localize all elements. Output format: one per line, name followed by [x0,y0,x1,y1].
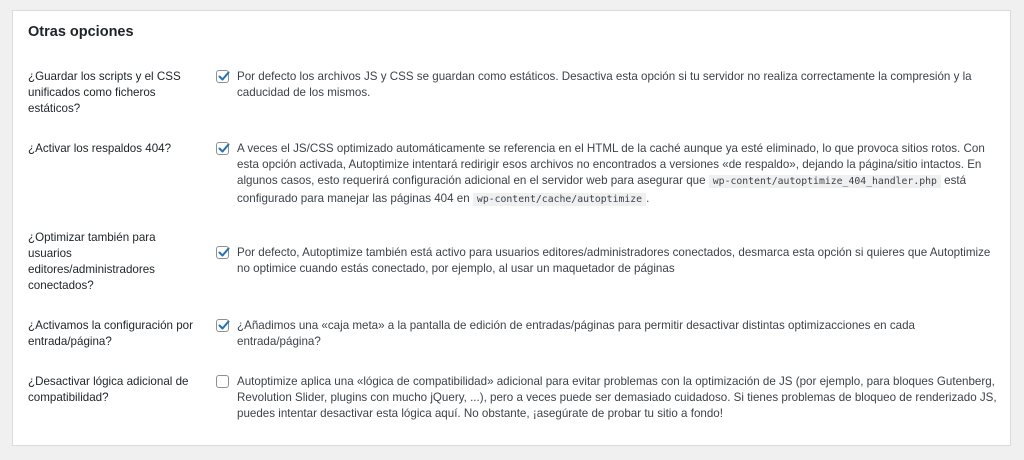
option-label-404-fallbacks: ¿Activar los respaldos 404? [28,142,172,155]
option-description-per-post: ¿Añadimos una «caja meta» a la pantalla de edición de entradas/páginas para permitir desactivar distintas optimizacciones en cada entrada/página? [237,319,915,349]
option-description-compat-logic: Autoptimize aplica una «lógica de compatibilidad» adicional para evitar problemas con la optimización de JS (por ejemplo, para bloques Gutenberg, Revolution Slider, plugins con mucho jQuery, ...), pero a veces puede ser demasiado cuidadoso. Si tienes problemas de bloqueo de renderizado JS, puedes intentar desactivar esta lógica aquí. No obstante, ¡asegúrate de probar tu sitio a fondo! [237,375,997,421]
checkmark-icon [216,317,232,333]
checkbox-per-post[interactable] [216,319,229,332]
checkbox-logged-in[interactable] [216,246,229,259]
checkbox-404-fallbacks[interactable] [216,142,229,155]
option-label-compat-logic: ¿Desactivar lógica adicional de compatibilidad? [28,375,189,404]
option-label-logged-in: ¿Optimizar también para usuarios editores/administradores conectados? [28,231,156,292]
checkbox-compat-logic[interactable] [216,375,229,388]
checkmark-icon [216,68,232,84]
settings-panel [12,10,1011,446]
checkbox-static-files[interactable] [216,70,229,83]
code-404-handler-path: wp-content/autoptimize_404_handler.php [709,175,941,188]
option-description-404-fallbacks [237,141,998,208]
desc-text-1: A veces el JS/CSS optimizado automáticamente se referencia en el HTML de la caché aunque ya esté eliminado, lo que provoca sitios rotos. Con esta opción activada, Autoptimize intentará redirigir esos archivos no encontrados a versiones «de respaldo», dejando la página/sitio intactos. En algunos casos, esto requerirá configuración adicional en el servidor web para asegurar que [237,142,985,188]
desc-text-3: . [646,191,650,205]
option-description-static-files: Por defecto los archivos JS y CSS se guardan como estáticos. Desactiva esta opción si tu servidor no realiza correctamente la compresión y la caducidad de los mismos. [237,70,972,100]
section-title: Otras opciones [28,24,134,40]
checkmark-icon [216,140,232,156]
option-label-per-post: ¿Activamos la configuración por entrada/página? [28,319,193,348]
code-cache-path: wp-content/cache/autoptimize [473,193,646,206]
option-description-logged-in: Por defecto, Autoptimize también está activo para usuarios editores/administradores conectados, desmarca esta opción si quieres que Autoptimize no optimice cuando estás conectado, por ejemplo, al usar un maquetador de páginas [237,246,991,276]
checkmark-icon [216,244,232,260]
desc-text-2: está configurado para manejar las páginas 404 en [237,174,967,205]
option-label-static-files: ¿Guardar los scripts y el CSS unificados como ficheros estáticos? [28,70,181,115]
